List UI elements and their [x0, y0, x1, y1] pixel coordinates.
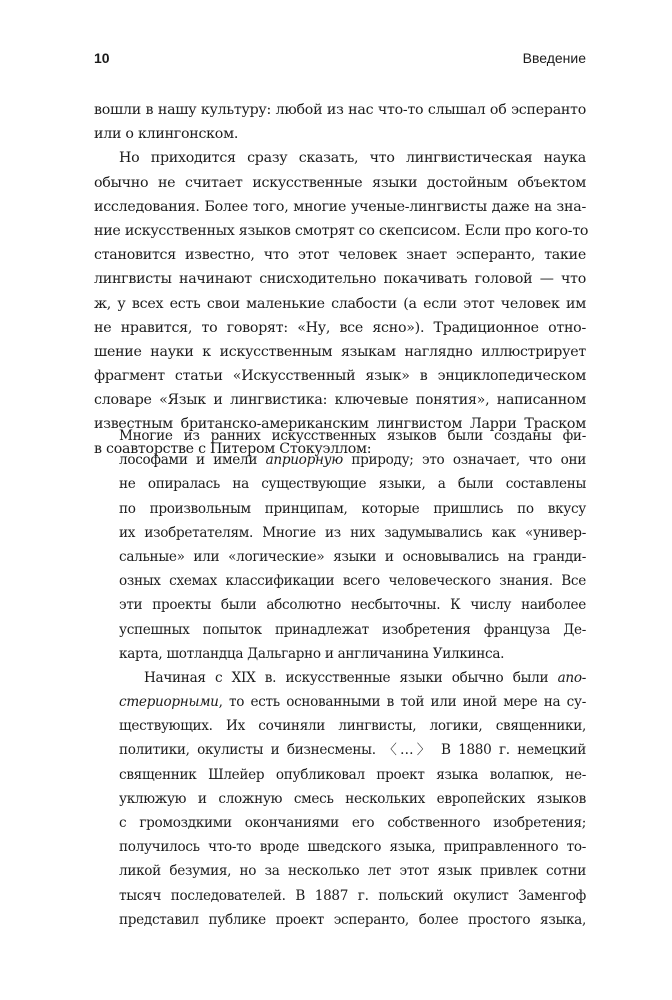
quote-line: ликой безумия, но за несколько лет этот язык привлек сотни — [119, 863, 586, 880]
running-title: Введение — [522, 50, 586, 66]
quote-line: успешных попыток принадлежат изобретения француза Де- — [119, 621, 586, 638]
quote-line: представил публике проект эсперанто, более простого языка, — [119, 911, 586, 928]
quote-line: их изобретателям. Многие из них задумывались как «универ- — [119, 524, 586, 541]
quote-line: не опиралась на существующие языки, а были составлены — [119, 476, 586, 493]
page-number: 10 — [94, 50, 110, 66]
text-line: лингвисты начинают снисходительно покачивать головой — что — [94, 271, 586, 288]
text-line: в соавторстве с Питером Стокуэллом: — [94, 440, 372, 457]
text-line: известным британско-американским лингвистом Ларри Траском — [94, 416, 586, 433]
quote-text: лософами и имели — [119, 452, 266, 469]
text-line: обычно не считает искусственные языки достойным объектом — [94, 174, 586, 191]
quote-line: политики, окулисты и бизнесмены. 〈…〉 В 1880 г. немецкий — [119, 742, 586, 759]
quote-line: ществующих. Их сочиняли лингвисты, логики, священники, — [119, 718, 586, 735]
quote-line: уклюжую и сложную смесь нескольких европейских языков — [119, 790, 586, 807]
quote-text: , то есть основанными в той или иной мере на су- — [218, 694, 586, 711]
text-line: шение науки к искусственным языкам наглядно иллюстрирует — [94, 343, 586, 360]
quote-line: Многие из ранних искусственных языков были созданы фи- — [119, 428, 586, 444]
quote-line: с громоздкими окончаниями его собственного изобретения; — [119, 815, 586, 831]
quote-text: Начиная с XIX в. искусственные языки обычно были — [144, 669, 558, 686]
quote-line: получилось что-то вроде шведского языка, приправленного то- — [119, 839, 586, 856]
quote-line: озных схемах классификации всего человеческого знания. Все — [119, 573, 586, 590]
quote-line: эти проекты были абсолютно несбыточны. К числу наиболее — [119, 597, 586, 614]
text-line: словаре «Язык и лингвистика: ключевые понятия», написанном — [94, 392, 586, 409]
quote-emphasis: стериорными — [119, 694, 219, 711]
quote-line — [119, 690, 586, 714]
text-line: исследования. Более того, многие ученые-лингвисты даже на зна- — [94, 198, 586, 215]
text-line: вошли в нашу культуру: любой из нас что-то слышал об эсперанто — [94, 102, 586, 118]
quote-line: сальные» или «логические» языки и основывались на гранди- — [119, 548, 586, 565]
body-text — [94, 98, 589, 461]
text-line: или о клингонском. — [94, 126, 239, 143]
quote-emphasis: априорную — [265, 452, 343, 469]
text-line: ж, у всех есть свои маленькие слабости (а если этот человек им — [94, 295, 586, 312]
quote-line — [119, 666, 586, 690]
text-line: Но приходится сразу сказать, что лингвистическая наука — [119, 150, 586, 167]
quote-line: по произвольным принципам, которые пришлись по вкусу — [119, 500, 586, 517]
block-quote — [119, 424, 586, 932]
quote-text: природу; это означает, что они — [342, 452, 586, 469]
quote-emphasis: апо- — [557, 669, 586, 686]
quote-line — [119, 448, 586, 472]
text-line: фрагмент статьи «Искусственный язык» в энциклопедическом — [94, 368, 586, 385]
text-line: не нравится, то говорят: «Ну, все ясно»). Традиционное отно- — [94, 319, 586, 336]
quote-line: тысяч последователей. В 1887 г. польский окулист Заменгоф — [119, 887, 586, 904]
quote-line: священник Шлейер опубликовал проект языка волапюк, не- — [119, 766, 586, 783]
quote-line: карта, шотландца Дальгарно и англичанина Уилкинса. — [119, 645, 505, 662]
text-line: становится известно, что этот человек знает эсперанто, такие — [94, 247, 586, 264]
text-line: ние искусственных языков смотрят со скепсисом. Если про кого-то — [94, 222, 589, 239]
page-header — [94, 50, 586, 72]
